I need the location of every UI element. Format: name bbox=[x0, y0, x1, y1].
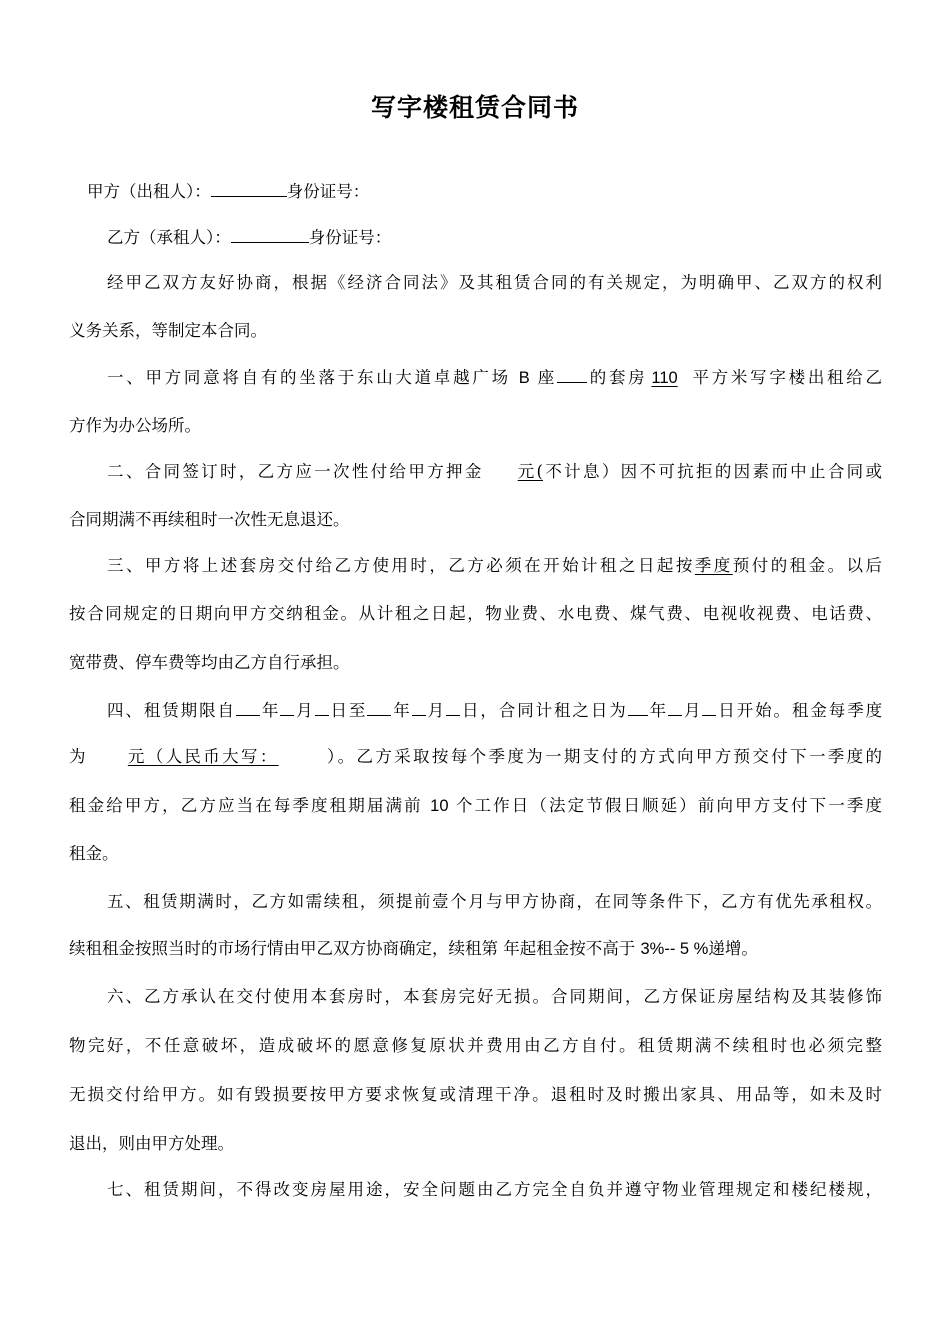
start-day-blank bbox=[315, 697, 329, 716]
billing-year-blank bbox=[628, 697, 648, 716]
document-title: 写字楼租赁合同书 bbox=[370, 93, 579, 122]
clause-5-line-2 bbox=[69, 937, 882, 961]
end-month-label: 月 bbox=[425, 701, 447, 720]
clause-4-line-2 bbox=[69, 745, 882, 769]
clause-6-line-1: 六、乙方承认在交付使用本套房时，本套房完好无损。合同期间，乙方保证房屋结构及其装修饰 bbox=[107, 987, 882, 1006]
party-b-name-blank bbox=[231, 224, 309, 243]
clause-1-text-c: 座 bbox=[529, 368, 557, 387]
party-a-name-blank bbox=[211, 178, 287, 197]
clause-5-text-l2b: 递增。 bbox=[708, 939, 758, 958]
clause-3-line-2: 按合同规定的日期向甲方交纳租金。从计租之日起，物业费、水电费、煤气费、电视收视费、电话费、 bbox=[69, 604, 882, 623]
clause-2-text-a: 二、合同签订时，乙方应一次性付给甲方押金 bbox=[107, 462, 484, 481]
clause-4-line-1 bbox=[69, 697, 882, 723]
clause-4-text-l3a: 租金给甲方，乙方应当在每季度租期届满前 bbox=[69, 796, 431, 815]
clause-6-line-4: 退出，则由甲方处理。 bbox=[69, 1134, 234, 1153]
clause-3-period: 季度 bbox=[694, 556, 733, 575]
party-b-line bbox=[107, 224, 920, 250]
end-day-label: 日，合同计租之日为 bbox=[460, 701, 628, 720]
party-b-label: 乙方（承租人）： bbox=[107, 228, 231, 247]
intro-line-2: 义务关系，等制定本合同。 bbox=[69, 321, 267, 340]
clause-4-text-l2b: ）。乙方采取按每个季度为一期支付的方式向甲方预交付下一季度的 bbox=[324, 747, 883, 766]
clause-1-line-2: 方作为办公场所。 bbox=[69, 416, 201, 435]
party-a-id-label: 身份证号： bbox=[286, 182, 370, 201]
end-day-blank bbox=[446, 697, 460, 716]
clause-5-rate: 3%-- 5 % bbox=[640, 940, 709, 958]
party-b-id-label: 身份证号： bbox=[308, 228, 392, 247]
clause-1-area: 110 bbox=[651, 369, 678, 387]
clause-4-text-a: 四、租赁期限自 bbox=[107, 701, 236, 720]
clause-5-line-1: 五、租赁期满时，乙方如需续租，须提前壹个月与甲方协商，在同等条件下，乙方有优先承租权。 bbox=[107, 892, 882, 911]
clause-2-line-1 bbox=[69, 460, 882, 484]
clause-1-text-e: 平方米写字楼出租给乙 bbox=[689, 368, 883, 387]
clause-7-line-1: 七、租赁期间，不得改变房屋用途，安全问题由乙方完全自负并遵守物业管理规定和楼纪楼规， bbox=[107, 1180, 882, 1199]
clause-6-line-3: 无损交付给甲方。如有毁损要按甲方要求恢复或清理干净。退租时及时搬出家具、用品等，如未及时 bbox=[69, 1085, 882, 1104]
intro-line-1: 经甲乙双方友好协商，根据《经济合同法》及其租赁合同的有关规定，为明确甲、乙双方的权利 bbox=[107, 273, 882, 292]
start-year-blank bbox=[236, 697, 260, 716]
billing-day-label: 日开始。租金每季度 bbox=[716, 701, 883, 720]
billing-month-label: 月 bbox=[682, 701, 703, 720]
clause-5-text-l2a: 续租租金按照当时的市场行情由甲乙双方协商确定，续租第 年起租金按不高于 bbox=[69, 939, 641, 958]
clause-1-line-1 bbox=[69, 364, 882, 390]
end-month-blank bbox=[412, 697, 426, 716]
clause-4-workdays: 10 bbox=[430, 797, 449, 815]
party-a-label: 甲方（出租人）： bbox=[87, 182, 211, 201]
clause-1-building: B bbox=[518, 369, 530, 387]
clause-1-text-d: 的套房 bbox=[586, 368, 648, 387]
clause-3-text-b: 预付的租金。以后 bbox=[732, 556, 883, 575]
billing-day-blank bbox=[702, 697, 716, 716]
clause-4-line-3 bbox=[69, 794, 882, 818]
clause-6-line-2: 物完好，不任意破坏，造成破坏的愿意修复原状并费用由乙方自付。租赁期满不续租时也必须完整 bbox=[69, 1036, 882, 1055]
clause-4-line-4: 租金。 bbox=[69, 844, 119, 863]
clause-2-deposit-blank: 元( bbox=[517, 462, 543, 481]
clause-2-line-2: 合同期满不再续租时一次性无息退还。 bbox=[69, 510, 350, 529]
rent-amount-blank: 元（人民币大写： bbox=[127, 747, 279, 766]
clause-4-text-l2a: 为 bbox=[69, 747, 88, 766]
start-day-label: 日至 bbox=[328, 701, 368, 720]
party-a-line bbox=[87, 178, 900, 204]
end-year-label: 年 bbox=[391, 701, 412, 720]
clause-3-line-3: 宽带费、停车费等均由乙方自行承担。 bbox=[69, 653, 350, 672]
start-year-label: 年 bbox=[259, 701, 281, 720]
start-month-label: 月 bbox=[294, 701, 315, 720]
clause-3-text-a: 三、甲方将上述套房交付给乙方使用时，乙方必须在开始计租之日起按 bbox=[107, 556, 695, 575]
clause-2-text-b: 不计息）因不可抗拒的因素而中止合同或 bbox=[542, 462, 883, 481]
billing-year-label: 年 bbox=[647, 701, 669, 720]
clause-4-text-l3b: 个工作日（法定节假日顺延）前向甲方支付下一季度 bbox=[448, 796, 882, 815]
end-year-blank bbox=[367, 697, 391, 716]
clause-3-line-1 bbox=[69, 554, 882, 578]
clause-1-text-a: 一、甲方同意将自有的坐落于东山大道卓越广场 bbox=[107, 368, 519, 387]
start-month-blank bbox=[280, 697, 294, 716]
billing-month-blank bbox=[668, 697, 682, 716]
rent-amount-words-blank bbox=[279, 745, 325, 769]
clause-1-unit-blank bbox=[557, 364, 587, 383]
